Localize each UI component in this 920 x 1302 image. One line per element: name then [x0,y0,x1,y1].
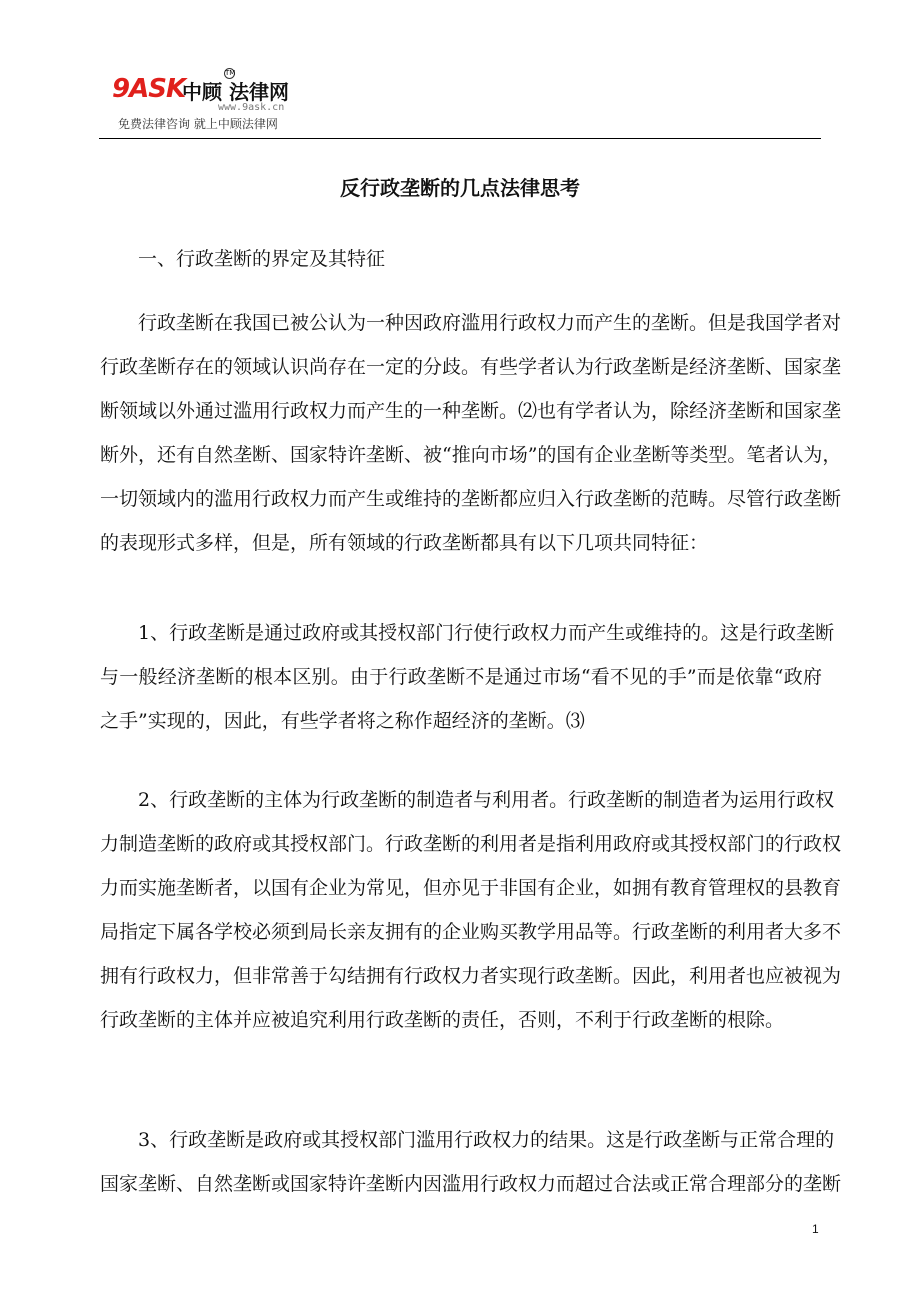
text-line: 国家垄断、自然垄断或国家特许垄断内因滥用行政权力而超过合法或正常合理部分的垄断 [100,1173,842,1195]
text-line: 断领域以外通过滥用行政权力而产生的一种垄断。⑵也有学者认为，除经济垄断和国家垄 [100,400,842,422]
trademark-icon: TM [225,69,236,77]
logo-mark: 9ASK [112,74,186,104]
logo-name: 中顾 法律网 [182,80,289,104]
text-line: 行政垄断存在的领域认识尚存在一定的分歧。有些学者认为行政垄断是经济垄断、国家垄 [100,356,842,378]
text-line: 拥有行政权力，但非常善于勾结拥有行政权力者实现行政垄断。因此，利用者也应被视为 [100,965,842,987]
document-title: 反行政垄断的几点法律思考 [340,176,580,200]
text-line: 力而实施垄断者，以国有企业为常见，但亦见于非国有企业，如拥有教育管理权的县教育 [100,877,842,899]
section-heading: 一、行政垄断的界定及其特征 [138,248,386,270]
logo-slogan: 免费法律咨询 就上中顾法律网 [118,117,278,131]
text-line: 与一般经济垄断的根本区别。由于行政垄断不是通过市场“看不见的手”而是依靠“政府 [100,666,822,688]
site-logo [100,68,310,134]
text-line: 的表现形式多样，但是，所有领域的行政垄断都具有以下几项共同特征： [100,532,709,554]
page-number: 1 [812,1222,819,1236]
text-line: 局指定下属各学校必须到局长亲友拥有的企业购买教学用品等。行政垄断的利用者大多不 [100,921,842,943]
logo-url: www.9ask.cn [218,102,285,113]
text-line: 之手”实现的，因此，有些学者将之称作超经济的垄断。⑶ [100,710,585,732]
text-line: 行政垄断的主体并应被追究利用行政垄断的责任，否则，不利于行政垄断的根除。 [100,1009,785,1031]
text-line: 力制造垄断的政府或其授权部门。行政垄断的利用者是指利用政府或其授权部门的行政权 [100,833,842,855]
text-line: 3、行政垄断是政府或其授权部门滥用行政权力的结果。这是行政垄断与正常合理的 [138,1129,835,1151]
text-line: 一切领域内的滥用行政权力而产生或维持的垄断都应归入行政垄断的范畴。尽管行政垄断 [100,488,842,510]
text-line: 行政垄断在我国已被公认为一种因政府滥用行政权力而产生的垄断。但是我国学者对 [138,312,842,334]
text-line: 2、行政垄断的主体为行政垄断的制造者与利用者。行政垄断的制造者为运用行政权 [138,789,835,811]
header-divider [99,138,821,139]
text-line: 断外，还有自然垄断、国家特许垄断、被“推向市场”的国有企业垄断等类型。笔者认为， [100,444,842,466]
text-line: 1、行政垄断是通过政府或其授权部门行使行政权力而产生或维持的。这是行政垄断 [138,622,835,644]
